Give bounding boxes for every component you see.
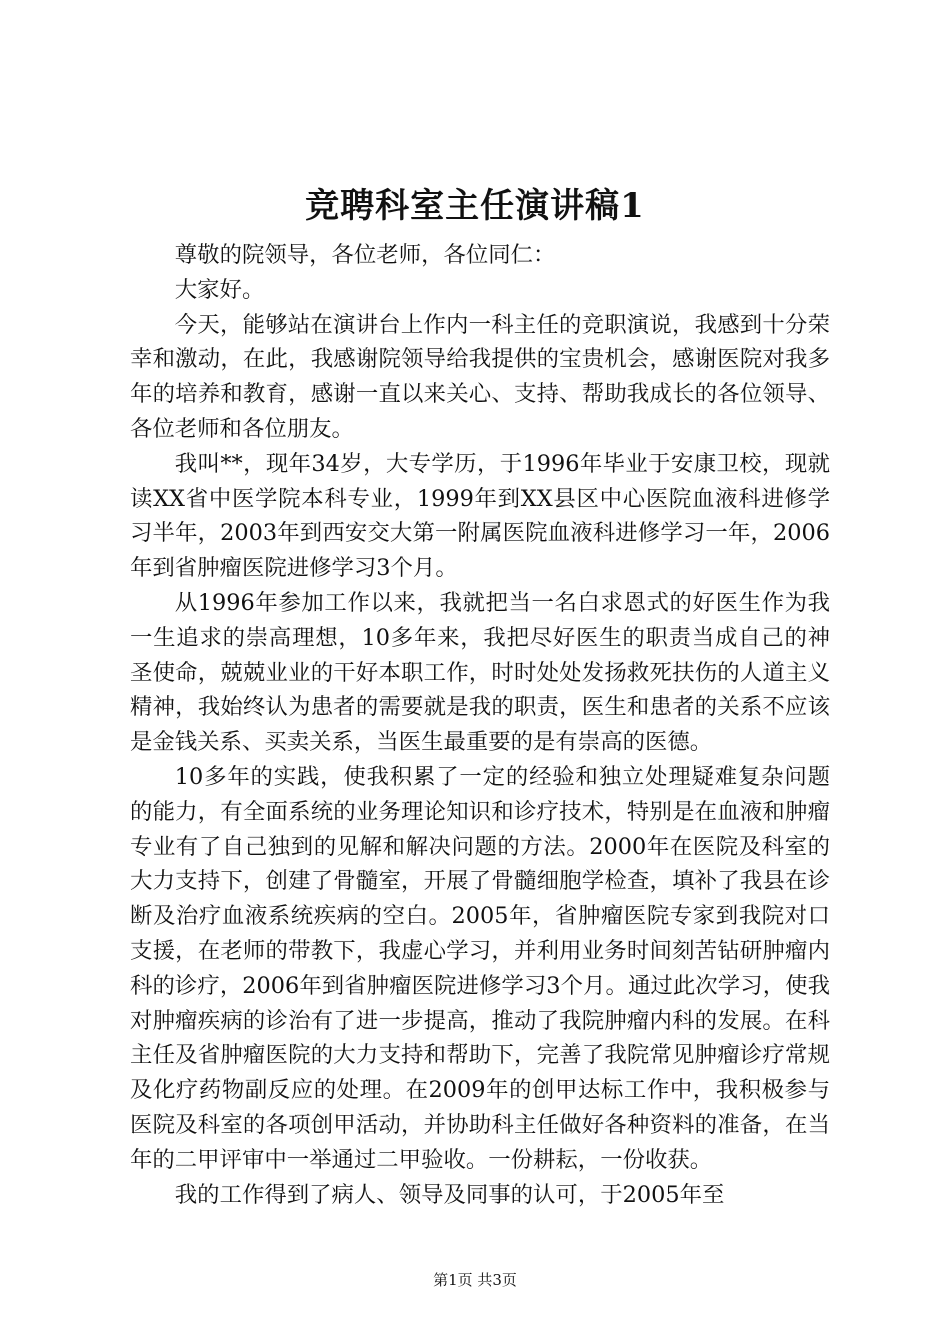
body-paragraph: 今天，能够站在演讲台上作内一科主任的竞职演说，我感到十分荣幸和激动，在此，我感谢院领导给我提供的宝贵机会，感谢医院对我多年的培养和教育，感谢一直以来关心、支持、帮助我成长的各位领导、各位老师和各位朋友。 <box>130 311 830 442</box>
document-title: 竞聘科室主任演讲稿1 <box>305 186 645 226</box>
body-paragraph: 我叫**，现年34岁，大专学历，于1996年毕业于安康卫校，现就读XX省中医学院本科专业，1999年到XX县区中心医院血液科进修学习半年，2003年到西安交大第一附属医院血液科进修学习一年，2006年到省肿瘤医院进修学习3个月。 <box>130 450 830 582</box>
document-body <box>130 238 830 1212</box>
body-paragraph: 我的工作得到了病人、领导及同事的认可，于2005年至 <box>174 1181 725 1208</box>
page-footer: 第1页 共3页 <box>433 1271 517 1289</box>
salutation-paragraph: 尊敬的院领导，各位老师，各位同仁： <box>174 242 556 268</box>
greeting-paragraph: 大家好。 <box>174 276 265 303</box>
body-paragraph: 10多年的实践，使我积累了一定的经验和独立处理疑难复杂问题的能力，有全面系统的业务理论知识和诊疗技术，特别是在血液和肿瘤专业有了自己独到的见解和解决问题的方法。2000年在医院及科室的大力支持下，创建了骨髓室，开展了骨髓细胞学检查，填补了我县在诊断及治疗血液系统疾病的空白。2005年，省肿瘤医院专家到我院对口支援，在老师的带教下，我虚心学习，并利用业务时间刻苦钻研肿瘤内科的诊疗，2006年到省肿瘤医院进修学习3个月。通过此次学习，使我对肿瘤疾病的诊治有了进一步提高，推动了我院肿瘤内科的发展。在科主任及省肿瘤医院的大力支持和帮助下，完善了我院常见肿瘤诊疗常规及化疗药物副反应的处理。在2009年的创甲达标工作中，我积极参与医院及科室的各项创甲活动，并协助科主任做好各种资料的准备，在当年的二甲评审中一举通过二甲验收。一份耕耘，一份收获。 <box>130 763 830 1173</box>
body-paragraph: 从1996年参加工作以来，我就把当一名白求恩式的好医生作为我一生追求的崇高理想，10多年来，我把尽好医生的职责当成自己的神圣使命，兢兢业业的干好本职工作，时时处处发扬救死扶伤的人道主义精神，我始终认为患者的需要就是我的职责，医生和患者的关系不应该是金钱关系、买卖关系，当医生最重要的是有崇高的医德。 <box>130 589 830 756</box>
